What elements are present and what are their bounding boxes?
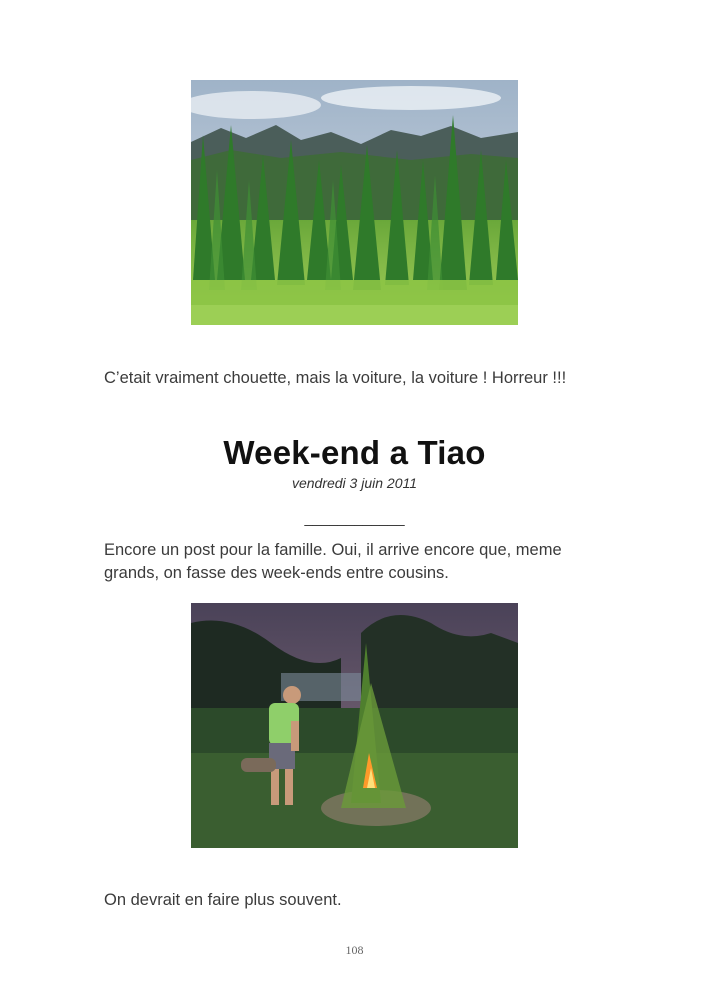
- paragraph-conclusion: On devrait en faire plus souvent.: [104, 891, 342, 909]
- campfire-photo: [191, 603, 518, 848]
- paragraph-voiture: C’etait vraiment chouette, mais la voiture, la voiture ! Horreur !!!: [104, 369, 567, 387]
- post-title: Week-end a Tiao: [223, 434, 486, 471]
- page-number: 108: [345, 943, 364, 957]
- separator-line: ____________: [304, 510, 405, 527]
- pine-forest-photo: [191, 80, 518, 325]
- paragraph-famille: Encore un post pour la famille. Oui, il arrive encore que, meme grands, on fasse des week-ends entre cousins.: [104, 541, 562, 582]
- post-date: vendredi 3 juin 2011: [291, 475, 418, 491]
